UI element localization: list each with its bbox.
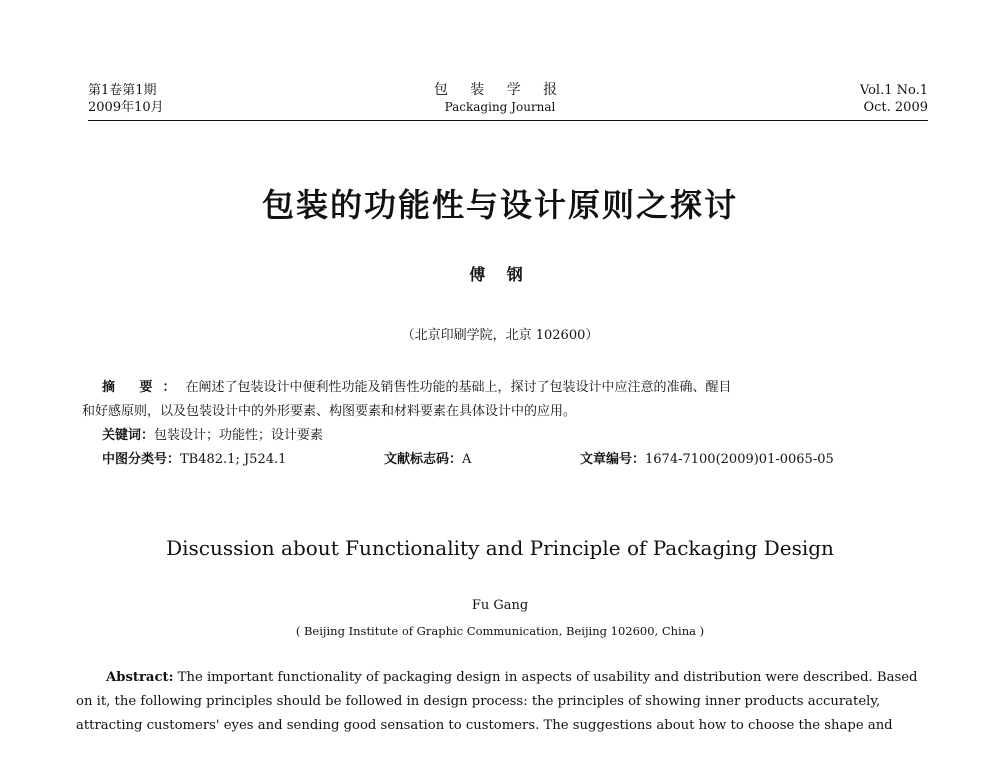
author-name-en: Fu Gang: [471, 598, 529, 613]
header-volume-info: [860, 82, 928, 116]
header-date-en: Oct. 2009: [863, 100, 928, 115]
abstract-en-line2: on it, the following principles should be followed in design process: the principles of showing inner products accurately,: [76, 694, 881, 709]
abstract-en-line3: attracting customers' eyes and sending good sensation to customers. The suggestions about how to choose the shape and: [76, 718, 893, 733]
header-volume-issue-zh: 第1卷第1期: [88, 83, 157, 98]
header-journal-name: [0, 82, 1000, 116]
keywords-zh-label: 关键词：: [102, 428, 155, 443]
abstract-en-paragraph: [76, 666, 932, 738]
affiliation-zh: （北京印刷学院，北京 102600）: [401, 328, 599, 343]
article-title-en: Discussion about Functionality and Principle of Packaging Design: [166, 536, 834, 560]
article-number: [580, 448, 834, 472]
abstract-en-label: Abstract:: [106, 670, 174, 685]
article-number-value: 1674-7100(2009)01-0065-05: [645, 452, 834, 467]
article-title-zh: 包装的功能性与设计原则之探讨: [261, 186, 738, 224]
keywords-zh-text: 包装设计；功能性；设计要素: [154, 428, 324, 443]
abstract-en-text-line1: The important functionality of packaging design in aspects of usability and distribution were described. Based: [177, 670, 918, 685]
journal-name-zh: 包 装 学 报: [433, 82, 567, 98]
affiliation-en: ( Beijing Institute of Graphic Communication, Beijing 102600, China ): [295, 624, 705, 638]
author-name-zh: 傅 钢: [469, 265, 531, 284]
header-volume-issue-en: Vol.1 No.1: [859, 83, 928, 98]
abstract-zh-block: [82, 376, 932, 472]
keywords-zh-line: [82, 424, 932, 448]
header-date-zh: 2009年10月: [88, 100, 164, 115]
article-number-label: 文章编号：: [580, 452, 646, 467]
abstract-zh-line1: [82, 376, 932, 400]
doc-code-label: 文献标志码：: [384, 452, 463, 467]
abstract-en-block: [76, 666, 932, 738]
abstract-en-line1: [76, 666, 932, 690]
doc-code-value: A: [462, 452, 472, 467]
abstract-zh-line2: 和好感原则，以及包装设计中的外形要素、构图要素和材料要素在具体设计中的应用。: [82, 404, 577, 419]
document-code: [384, 448, 580, 472]
header-divider: [88, 120, 928, 121]
journal-name-en: Packaging Journal: [444, 100, 556, 114]
clc-label: 中图分类号：: [102, 452, 181, 467]
abstract-zh-label: 摘 要：: [102, 380, 186, 395]
abstract-zh-text-line1: 在阐述了包装设计中便利性功能及销售性功能的基础上，探讨了包装设计中应注意的准确、醒目: [185, 380, 732, 395]
clc-value: TB482.1; J524.1: [180, 452, 287, 467]
clc-number: [102, 448, 384, 472]
classification-line: [82, 448, 932, 472]
